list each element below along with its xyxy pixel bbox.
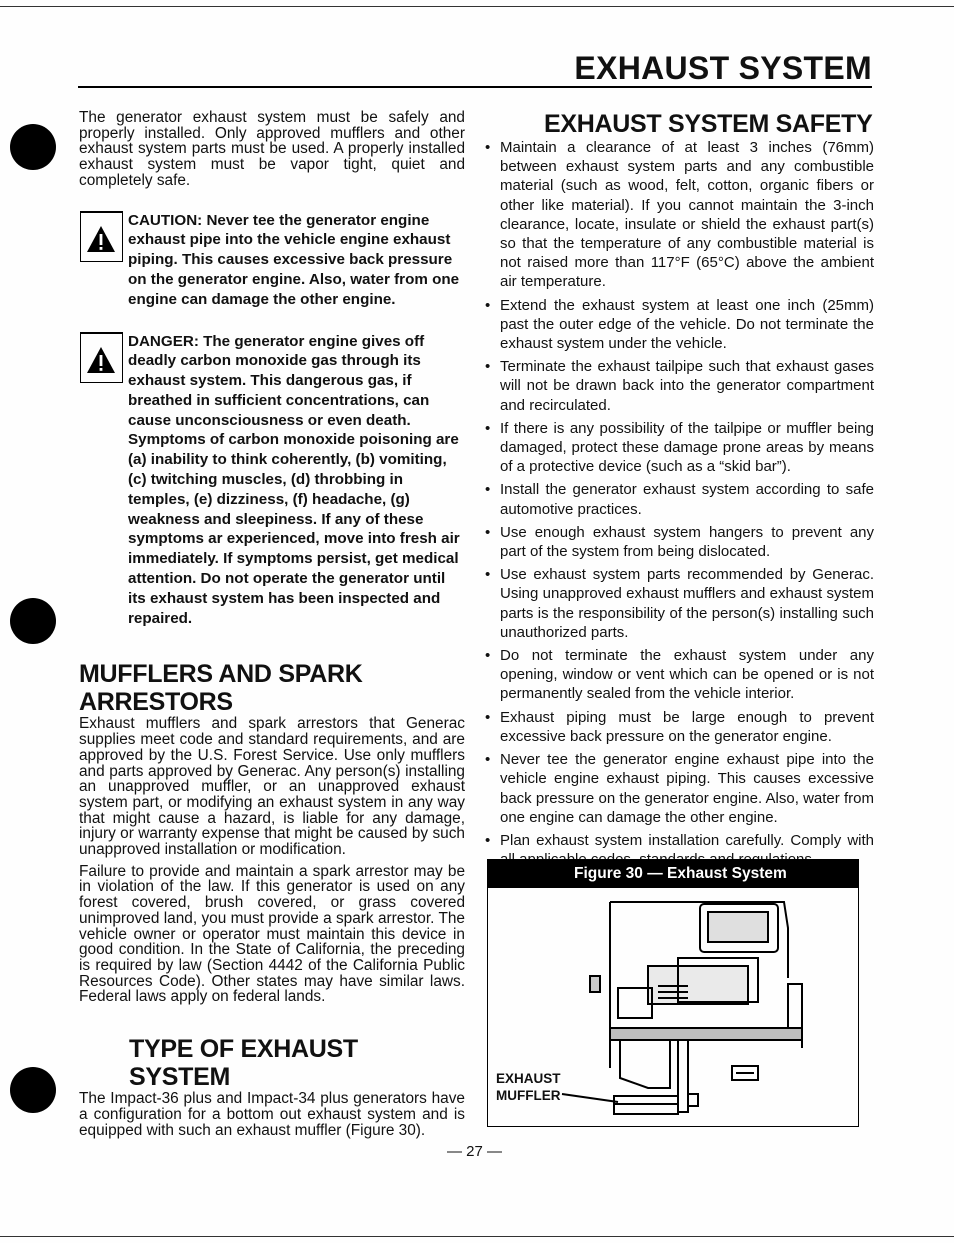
- figure-label-exhaust: EXHAUST: [496, 1071, 561, 1086]
- bullet-icon: •: [485, 566, 491, 584]
- top-scan-rule: [0, 6, 954, 7]
- caution-box: [79, 211, 465, 310]
- type-paragraph: The Impact-36 plus and Impact-34 plus generators have a configuration for a bottom out exhaust system and is equipped with such an exhaust muffler (Figure 30).: [79, 1090, 465, 1139]
- safety-item-text: Do not terminate the exhaust system under any opening, window or vent which can be opened or is not permanently sealed from the vehicle interior.: [500, 647, 874, 703]
- safety-list: [484, 138, 874, 869]
- warning-triangle-icon: [80, 211, 123, 262]
- intro-paragraph: The generator exhaust system must be safely and properly installed. Only approved mufflers and other exhaust system parts must be used. A properly installed exhaust system must be vapor tight, quiet and completely safe.: [79, 109, 465, 189]
- safety-list-item: [484, 646, 874, 704]
- bullet-icon: •: [485, 831, 491, 849]
- safety-item-text: Install the generator exhaust system according to safe automotive practices.: [500, 481, 874, 518]
- bullet-icon: •: [485, 296, 491, 314]
- safety-list-item: [484, 296, 874, 354]
- safety-list-item: [484, 565, 874, 642]
- safety-list-item: [484, 138, 874, 292]
- safety-item-text: Maintain a clearance of at least 3 inches (76mm) between exhaust system parts and any combustible material (such as wood, felt, cotton, organic fibers or other like material). If you cannot maintain the 3-inch clearance, locate, insulate or shield the exhaust part(s) so that the temperature of any combustible material is not raised more than 117°F (65°C) above the ambient air temperature.: [500, 139, 874, 291]
- bullet-icon: •: [485, 647, 491, 665]
- safety-heading: EXHAUST SYSTEM SAFETY: [544, 110, 873, 138]
- bullet-icon: •: [485, 358, 491, 376]
- right-column: [484, 110, 874, 873]
- safety-list-item: [484, 750, 874, 827]
- figure-30: [487, 859, 859, 1127]
- mufflers-heading: MUFFLERS AND SPARK ARRESTORS: [79, 660, 363, 717]
- figure-caption: Figure 30 — Exhaust System: [488, 860, 858, 888]
- bullet-icon: •: [485, 523, 491, 541]
- figure-label-muffler: MUFFLER: [496, 1088, 561, 1103]
- safety-item-text: Plan exhaust system installation carefully. Comply with: [500, 831, 874, 849]
- bullet-icon: •: [485, 751, 491, 769]
- safety-item-text: Terminate the exhaust tailpipe such that exhaust gases will not be drawn back into the generator compartment and recirculated.: [500, 358, 874, 414]
- left-column: [79, 110, 465, 1138]
- type-heading: TYPE OF EXHAUST SYSTEM: [129, 1035, 358, 1092]
- bullet-icon: •: [485, 708, 491, 726]
- page-number: — 27 —: [447, 1143, 503, 1160]
- safety-item-text: Use exhaust system parts recommended by Generac. Using unapproved exhaust mufflers and exhaust system parts is the responsibility of the person(s) installing such unauthorized parts.: [500, 566, 874, 641]
- safety-list-item: [484, 523, 874, 561]
- safety-item-text: Never tee the generator engine exhaust pipe into the vehicle engine exhaust piping. This causes excessive back pressure on the generator engine. Also, water from one engine can damage the other engine.: [500, 751, 874, 826]
- caution-text: CAUTION: Never tee the generator engine exhaust pipe into the vehicle engine exhaust piping. This causes excessive back pressure on the generator engine. Also, water from one engine can damage the other engine.: [128, 211, 460, 308]
- bullet-icon: •: [485, 481, 491, 499]
- warning-triangle-icon: [80, 332, 123, 383]
- safety-item-text: Exhaust piping must be large enough to prevent excessive back pressure on the generator engine.: [500, 708, 874, 745]
- page-title: EXHAUST SYSTEM: [574, 50, 872, 86]
- danger-box: [79, 332, 465, 629]
- danger-text: DANGER: The generator engine gives off deadly carbon monoxide gas through its exhaust system. This dangerous gas, if breathed in sufficient concentrations, can cause unconsciousness or even death. Symptoms of carbon monoxide poisoning are (a) inability to think coherently, (b) vomiting, (c) twitching muscles, (d) throbbing in temples, (e) dizziness, (f) headache, (g) weakness and sleepiness. If any of these symptoms ar experienced, move into fresh air immediately. If symptoms persist, get medical attention. Do not operate the generator until its exhaust system has been inspected and repaired.: [128, 332, 460, 627]
- mufflers-paragraph-1: Exhaust mufflers and spark arrestors that Generac supplies meet code and standard requirements, and are approved by the U.S. Forest Service. Use only mufflers and parts approved by Generac. Any person(s) installing an unapproved muffler, or an unapproved exhaust system part, or modifying an exhaust system in any way that might cause a hazard, is liable for any damage, injury or warranty expense that might be caused by such unapproved installation or modification.: [79, 715, 465, 859]
- mufflers-paragraph-2: Failure to provide and maintain a spark arrestor may be in violation of the law. If this generator is used on any forest covered, brush covered, or grass covered unimproved land, you must provide a spark arrestor. The vehicle owner or operator must maintain this device in good condition. In the State of California, the preceding is required by law (Section 4442 of the California Public Resources Code). Other states may have similar laws. Federal laws apply on federal lands.: [79, 862, 465, 1006]
- bottom-scan-rule: [0, 1236, 954, 1237]
- page-header: [78, 50, 872, 88]
- safety-item-text: If there is any possibility of the tailpipe or muffler being damaged, protect these damage prone areas by means of a protective device (such as a “skid bar”).: [500, 419, 874, 476]
- binder-hole-icon: [10, 1067, 56, 1113]
- safety-item-text: Use enough exhaust system hangers to prevent any part of the system from being dislocated.: [500, 523, 874, 561]
- bullet-icon: •: [485, 139, 491, 156]
- binder-hole-icon: [10, 124, 56, 170]
- safety-list-item: [484, 480, 874, 518]
- binder-hole-icon: [10, 598, 56, 644]
- safety-item-text: Extend the exhaust system at least one inch (25mm) past the outer edge of the vehicle. Do not terminate the exhaust system under the vehicle.: [500, 296, 874, 353]
- safety-list-item: [484, 708, 874, 746]
- safety-list-item: [484, 357, 874, 415]
- bullet-icon: •: [485, 419, 491, 437]
- safety-list-item: [484, 419, 874, 477]
